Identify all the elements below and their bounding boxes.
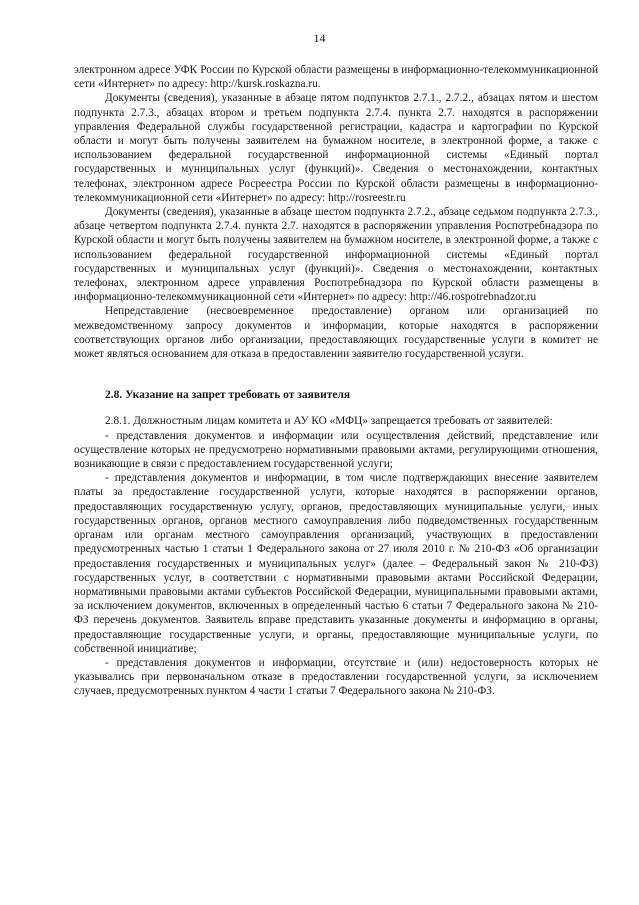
document-body <box>74 63 598 699</box>
paragraph-non-submission: Непредставление (несвоевременное предоставление) органом или организацией по межведомственному запросу документов и информации, которые находятся в распоряжении соответствующих органов либо организации, предоставляющих государственные услуги в комитет не может являться основанием для отказа в предоставлении заявителю государственной услуги. <box>74 305 598 361</box>
section-heading: 2.8. Указание на запрет требовать от заявителя <box>105 389 351 402</box>
paragraph-rospotrebnadzor-documents: Документы (сведения), указанные в абзаце шестом подпункта 2.7.2., абзаце седьмом подпункта 2.7.3., абзаце четвертом подпункта 2.7.4. пункта 2.7. находятся в распоряжении управления Роспотребнадзора по Курской области и могут быть получены заявителем на бумажном носителе, в электронной форме, а также с использованием федеральной государственной информационной системы «Единый портал государственных и муниципальных услуг (функций)». Сведения о местонахождении, контактных телефонах, электронном адресе управления Роспотребнадзора по Курской области размещены в информационно-телекоммуникационной сети «Интернет» по адресу: http://46.rospotrebnadzor.ru <box>74 206 598 304</box>
list-item-prohibition: - представления документов и информации, отсутствие и (или) недостоверность которых не указывались при первоначальном отказе в предоставлении государственной услуги, за исключением случаев, предусмотренных пунктом 4 части 1 статьи 7 Федерального закона № 210-ФЗ. <box>74 656 598 698</box>
list-item-prohibition: - представления документов и информации или осуществления действий, представление или осуществление которых не предусмотрено нормативными правовыми актами, регулирующими отношения, возникающие в связи с предоставлением государственной услуги; <box>74 429 598 471</box>
page-number: 14 <box>313 31 326 45</box>
paragraph-prohibition-intro: 2.8.1. Должностным лицам комитета и АУ КО «МФЦ» запрещается требовать от заявителей: <box>105 415 553 428</box>
paragraph-rosreestr-documents: Документы (сведения), указанные в абзаце пятом подпунктов 2.7.1., 2.7.2., абзацах пятом и шестом подпункта 2.7.3., абзацах втором и третьем подпункта 2.7.4. пункта 2.7. находятся в распоряжении управления Федеральной службы государственной регистрации, кадастра и картографии по Курской области и могут быть получены заявителем на бумажном носителе, в электронной форме, а также с использованием федеральной государственной информационной системы «Единый портал государственных и муниципальных услуг (функций)». Сведения о местонахождении, контактных телефонах, электронном адресе Росреестра России по Курской области размещены в информационно-телекоммуникационной сети «Интернет» по адресу: http://rosreestr.ru <box>74 92 598 204</box>
list-item-prohibition: - представления документов и информации, в том числе подтверждающих внесение заявителем платы за предоставление государственной услуги, которые находятся в распоряжении органов, предоставляющих государственную услугу, органов, предоставляющих муниципальные услуги, иных государственных органов, органов местного самоуправления либо подведомственных государственным органам или органам местного самоуправления организаций, участвующих в предоставлении предусмотренных частью 1 статьи 1 Федерального закона от 27 июля 2010 г. № 210-ФЗ «Об организации предоставления государственных и муниципальных услуг» (далее – Федеральный закон № 210-ФЗ) государственных услуг, в соответствии с нормативными правовыми актами Российской Федерации, нормативными правовыми актами субъектов Российской Федерации, муниципальными правовыми актами, за исключением документов, включенных в определенный частью 6 статьи 7 Федерального закона № 210-ФЗ перечень документов. Заявитель вправе представить указанные документы и информацию в органы, предоставляющие государственные услуги, и органы, предоставляющие муниципальные услуги, по собственной инициативе; <box>74 472 598 655</box>
paragraph-ufk-address: электронном адресе УФК России по Курской области размещены в информационно-телекоммуникационной сети «Интернет» по адресу: http://kursk.roskazna.ru. <box>74 64 598 91</box>
